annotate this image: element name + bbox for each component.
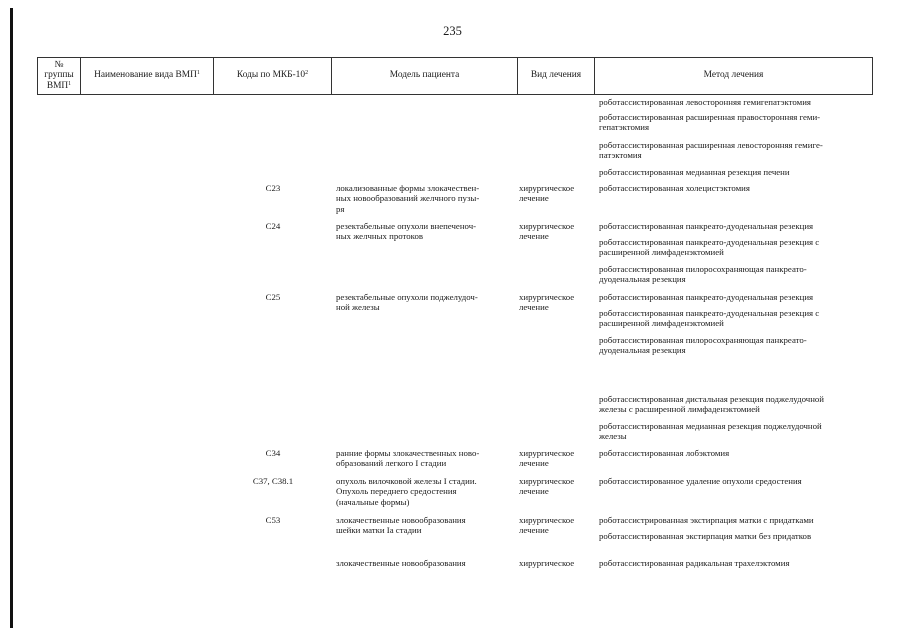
- method-cell: роботассистированная лобэктомия: [599, 448, 730, 458]
- method-cell: роботассистированная дистальная резекция поджелудочной железы с расширенной лимфаденэктомией: [599, 394, 825, 415]
- method-cell: роботассистированная медианная резекция поджелудочной железы: [599, 421, 822, 442]
- patient-model-cell: локализованные формы злокачествен- ных новообразований желчного пузы- ря: [336, 183, 480, 214]
- page-number: 235: [443, 24, 462, 38]
- header-treatment-method: Метод лечения: [703, 70, 764, 81]
- method-cell: роботассистированная панкреато-дуоденальная резекция с расширенной лимфаденэктомией: [599, 237, 820, 258]
- method-cell: роботассистированная экстирпация матки без придатков: [599, 531, 812, 541]
- method-cell: роботассистированная пилоросохраняющая панкреато- дуоденальная резекция: [599, 335, 807, 356]
- treatment-type-cell: хирургическое: [519, 558, 575, 568]
- patient-model-cell: резектабельные опухоли поджелудоч- ной железы: [336, 292, 478, 313]
- method-cell: роботассистированная левосторонняя гемигепатэктомия: [599, 97, 811, 107]
- method-cell: роботассистированная расширенная правосторонняя геми- гепатэктомия: [599, 112, 821, 133]
- treatment-type-cell: хирургическое лечение: [519, 183, 575, 204]
- method-cell: роботассистированная холецистэктомия: [599, 183, 750, 193]
- header-group-number-line: №: [54, 59, 64, 70]
- column-divider: [872, 57, 873, 94]
- patient-model-cell: злокачественные новообразования шейки матки Ia стадии: [336, 515, 466, 536]
- treatment-type-cell: хирургическое лечение: [519, 476, 575, 497]
- header-vmp-name: [81, 57, 213, 94]
- header-group-number-text: ВМП: [46, 80, 69, 91]
- icd-code-cell: C25: [265, 292, 281, 302]
- binding-edge-line: [10, 8, 13, 628]
- icd-code-cell: C23: [265, 183, 281, 193]
- treatment-type-cell: хирургическое лечение: [519, 221, 575, 242]
- method-cell: роботассистрированная экстирпация матки с придатками: [599, 515, 814, 525]
- header-group-number-line: группы: [44, 70, 74, 81]
- treatment-type-cell: хирургическое лечение: [519, 448, 575, 469]
- header-vmp-name-text: Наименование вида ВМП: [94, 70, 197, 81]
- patient-model-cell: резектабельные опухоли внепеченоч- ных желчных протоков: [336, 221, 477, 242]
- icd-code-cell: C53: [265, 515, 281, 525]
- table-header: [37, 57, 873, 97]
- header-icd-codes-text: Коды по МКБ-10: [236, 70, 306, 81]
- header-patient-model: Модель пациента: [389, 70, 460, 81]
- method-cell: роботассистированное удаление опухоли средостения: [599, 476, 802, 486]
- patient-model-cell: ранние формы злокачественных ново- образований легкого I стадии: [336, 448, 480, 469]
- patient-model-cell: опухоль вилочковой железы I стадии. Опухоль переднего средостения (начальные формы): [336, 476, 477, 507]
- patient-model-cell: злокачественные новообразования: [336, 558, 466, 568]
- method-cell: роботассистированная радикальная трахелэктомия: [599, 558, 790, 568]
- icd-code-cell: C34: [265, 448, 281, 458]
- treatment-type-cell: хирургическое лечение: [519, 515, 575, 536]
- method-cell: роботассистированная панкреато-дуоденальная резекция с расширенной лимфаденэктомией: [599, 308, 820, 329]
- header-bottom-rule: [37, 94, 873, 95]
- footnote-mark: 2: [305, 70, 309, 77]
- treatment-type-cell: хирургическое лечение: [519, 292, 575, 313]
- footnote-mark: 1: [196, 70, 200, 77]
- header-treatment-type: Вид лечения: [530, 70, 582, 81]
- icd-code-cell: C24: [265, 221, 281, 231]
- footnote-mark: 1: [68, 80, 72, 87]
- header-group-number: [38, 57, 80, 94]
- method-cell: роботассистированная панкреато-дуоденальная резекция: [599, 292, 814, 302]
- method-cell: роботассистированная расширенная левосторонняя гемиге- патэктомия: [599, 140, 823, 161]
- method-cell: роботассистированная медианная резекция печени: [599, 167, 790, 177]
- header-icd-codes: [214, 57, 331, 94]
- icd-code-cell: C37, C38.1: [252, 476, 294, 486]
- header-group-number-line: [44, 81, 73, 92]
- method-cell: роботассистированная панкреато-дуоденальная резекция: [599, 221, 814, 231]
- method-cell: роботассистированная пилоросохраняющая панкреато- дуоденальная резекция: [599, 264, 807, 285]
